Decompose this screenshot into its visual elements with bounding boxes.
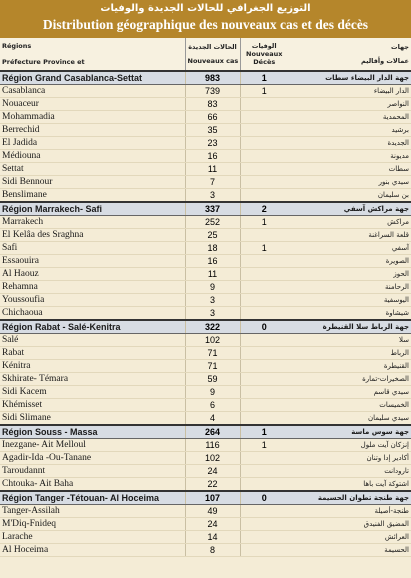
province-name-arabic: المحمدية bbox=[288, 111, 411, 124]
province-name-arabic: تارودانت bbox=[288, 465, 411, 478]
province-new-cases: 11 bbox=[185, 268, 240, 281]
province-row bbox=[0, 98, 411, 111]
province-name: Youssoufia bbox=[0, 294, 185, 307]
province-name-arabic: شيشاوة bbox=[288, 307, 411, 321]
province-row bbox=[0, 216, 411, 229]
province-name: Sidi Slimane bbox=[0, 412, 185, 426]
province-row bbox=[0, 544, 411, 557]
province-name: El Kelâa des Sraghna bbox=[0, 229, 185, 242]
region-new-deaths: 0 bbox=[240, 320, 288, 334]
region-row bbox=[0, 71, 411, 85]
region-name-arabic: جهة الرباط سلا القنيطرة bbox=[288, 320, 411, 334]
region-new-cases: 264 bbox=[185, 425, 240, 439]
province-name: Inezgane- Ait Melloul bbox=[0, 439, 185, 452]
province-new-deaths bbox=[240, 98, 288, 111]
province-new-deaths bbox=[240, 229, 288, 242]
province-row bbox=[0, 412, 411, 426]
province-name-arabic: مديونة bbox=[288, 150, 411, 163]
province-row bbox=[0, 518, 411, 531]
province-name: Sidi Bennour bbox=[0, 176, 185, 189]
province-name-arabic: أكادير إدا وتنان bbox=[288, 452, 411, 465]
province-new-deaths bbox=[240, 412, 288, 426]
province-new-cases: 71 bbox=[185, 360, 240, 373]
province-row bbox=[0, 465, 411, 478]
province-row bbox=[0, 124, 411, 137]
province-name-arabic: النواصر bbox=[288, 98, 411, 111]
province-new-cases: 739 bbox=[185, 85, 240, 98]
province-new-cases: 24 bbox=[185, 518, 240, 531]
province-name: Settat bbox=[0, 163, 185, 176]
region-row bbox=[0, 491, 411, 505]
province-new-deaths: 1 bbox=[240, 439, 288, 452]
province-name: Taroudannt bbox=[0, 465, 185, 478]
province-new-deaths bbox=[240, 386, 288, 399]
region-row bbox=[0, 320, 411, 334]
province-name-arabic: سيدي قاسم bbox=[288, 386, 411, 399]
province-new-cases: 24 bbox=[185, 465, 240, 478]
province-new-cases: 116 bbox=[185, 439, 240, 452]
province-name: Berrechid bbox=[0, 124, 185, 137]
province-name: Benslimane bbox=[0, 189, 185, 203]
province-row bbox=[0, 360, 411, 373]
province-new-cases: 49 bbox=[185, 505, 240, 518]
province-new-cases: 23 bbox=[185, 137, 240, 150]
province-name-arabic: اشتوكة آيت باها bbox=[288, 478, 411, 492]
province-new-deaths bbox=[240, 111, 288, 124]
province-new-cases: 16 bbox=[185, 255, 240, 268]
province-new-deaths bbox=[240, 518, 288, 531]
province-row bbox=[0, 150, 411, 163]
province-name-arabic: اليوسفية bbox=[288, 294, 411, 307]
province-name-arabic: إنزكان آيت ملول bbox=[288, 439, 411, 452]
province-row bbox=[0, 478, 411, 492]
province-new-deaths bbox=[240, 307, 288, 321]
province-row bbox=[0, 176, 411, 189]
province-new-deaths bbox=[240, 150, 288, 163]
province-new-deaths bbox=[240, 478, 288, 492]
province-name: El Jadida bbox=[0, 137, 185, 150]
province-new-deaths bbox=[240, 531, 288, 544]
province-row bbox=[0, 268, 411, 281]
province-new-cases: 35 bbox=[185, 124, 240, 137]
province-name: Khémisset bbox=[0, 399, 185, 412]
province-name-arabic: بن سليمان bbox=[288, 189, 411, 203]
province-new-cases: 9 bbox=[185, 281, 240, 294]
province-new-cases: 252 bbox=[185, 216, 240, 229]
province-name-arabic: مراكش bbox=[288, 216, 411, 229]
province-new-cases: 16 bbox=[185, 150, 240, 163]
province-new-cases: 18 bbox=[185, 242, 240, 255]
province-name: Skhirate- Témara bbox=[0, 373, 185, 386]
header-new-cases: الحالات الجديدة Nouveaux cas bbox=[185, 38, 240, 71]
province-name-arabic: الجديدة bbox=[288, 137, 411, 150]
province-name: Mohammadia bbox=[0, 111, 185, 124]
title-french: Distribution géographique des nouveaux cas et des décès bbox=[42, 17, 369, 32]
province-new-cases: 8 bbox=[185, 544, 240, 557]
province-new-deaths: 1 bbox=[240, 242, 288, 255]
province-new-deaths bbox=[240, 255, 288, 268]
province-name: Al Haouz bbox=[0, 268, 185, 281]
region-new-cases: 983 bbox=[185, 71, 240, 85]
province-name-arabic: آسفي bbox=[288, 242, 411, 255]
province-new-cases: 66 bbox=[185, 111, 240, 124]
province-name-arabic: سلا bbox=[288, 334, 411, 347]
province-new-deaths bbox=[240, 281, 288, 294]
province-new-deaths bbox=[240, 373, 288, 386]
distribution-table bbox=[0, 38, 411, 557]
province-row bbox=[0, 307, 411, 321]
province-row bbox=[0, 386, 411, 399]
province-new-deaths bbox=[240, 268, 288, 281]
province-name: Agadir-Ida -Ou-Tanane bbox=[0, 452, 185, 465]
province-name: Chtouka- Ait Baha bbox=[0, 478, 185, 492]
header-new-deaths: الوفيات Nouveaux Décès bbox=[240, 38, 288, 71]
province-name: Larache bbox=[0, 531, 185, 544]
province-name: Casablanca bbox=[0, 85, 185, 98]
header-region-arabic: جهات عمالات وأقاليم bbox=[288, 38, 411, 71]
province-name-arabic: العرائش bbox=[288, 531, 411, 544]
province-new-cases: 3 bbox=[185, 189, 240, 203]
province-new-deaths bbox=[240, 505, 288, 518]
province-row bbox=[0, 255, 411, 268]
region-new-cases: 337 bbox=[185, 202, 240, 216]
province-new-cases: 3 bbox=[185, 294, 240, 307]
province-name: Médiouna bbox=[0, 150, 185, 163]
province-name-arabic: القنيطرة bbox=[288, 360, 411, 373]
province-row bbox=[0, 439, 411, 452]
province-new-deaths: 1 bbox=[240, 85, 288, 98]
province-new-deaths bbox=[240, 163, 288, 176]
province-name-arabic: قلعة السراغنة bbox=[288, 229, 411, 242]
province-row bbox=[0, 163, 411, 176]
region-name-arabic: جهة طنجة تطوان الحسيمة bbox=[288, 491, 411, 505]
province-new-cases: 25 bbox=[185, 229, 240, 242]
province-name: M'Diq-Fnideq bbox=[0, 518, 185, 531]
province-name-arabic: الرباط bbox=[288, 347, 411, 360]
province-name: Kénitra bbox=[0, 360, 185, 373]
region-new-deaths: 1 bbox=[240, 71, 288, 85]
province-new-deaths bbox=[240, 137, 288, 150]
province-new-cases: 83 bbox=[185, 98, 240, 111]
province-name-arabic: الحوز bbox=[288, 268, 411, 281]
province-name-arabic: سطات bbox=[288, 163, 411, 176]
province-new-cases: 14 bbox=[185, 531, 240, 544]
province-name-arabic: الدار البيضاء bbox=[288, 85, 411, 98]
region-new-cases: 322 bbox=[185, 320, 240, 334]
province-name: Chichaoua bbox=[0, 307, 185, 321]
province-name-arabic: الرحامنة bbox=[288, 281, 411, 294]
province-row bbox=[0, 399, 411, 412]
region-new-deaths: 2 bbox=[240, 202, 288, 216]
province-new-deaths bbox=[240, 294, 288, 307]
province-new-deaths bbox=[240, 465, 288, 478]
province-new-deaths bbox=[240, 124, 288, 137]
region-name-arabic: جهة سوس ماسة bbox=[288, 425, 411, 439]
province-new-deaths bbox=[240, 176, 288, 189]
region-row bbox=[0, 202, 411, 216]
province-name: Al Hoceima bbox=[0, 544, 185, 557]
province-name-arabic: الصويرة bbox=[288, 255, 411, 268]
table-body bbox=[0, 71, 411, 557]
province-new-cases: 59 bbox=[185, 373, 240, 386]
province-name: Tanger-Assilah bbox=[0, 505, 185, 518]
province-name-arabic: الحسيمة bbox=[288, 544, 411, 557]
province-name-arabic: برشيد bbox=[288, 124, 411, 137]
province-name: Marrakech bbox=[0, 216, 185, 229]
province-row bbox=[0, 373, 411, 386]
province-new-deaths bbox=[240, 347, 288, 360]
province-new-cases: 102 bbox=[185, 334, 240, 347]
region-row bbox=[0, 425, 411, 439]
province-new-cases: 11 bbox=[185, 163, 240, 176]
province-new-cases: 22 bbox=[185, 478, 240, 492]
province-name: Nouaceur bbox=[0, 98, 185, 111]
province-new-deaths bbox=[240, 544, 288, 557]
province-name-arabic: الصخيرات-تمارة bbox=[288, 373, 411, 386]
region-name: Région Grand Casablanca-Settat bbox=[0, 71, 185, 85]
province-new-deaths bbox=[240, 189, 288, 203]
province-new-cases: 7 bbox=[185, 176, 240, 189]
province-name-arabic: المضيق الفنيدق bbox=[288, 518, 411, 531]
province-new-cases: 4 bbox=[185, 412, 240, 426]
province-new-deaths bbox=[240, 452, 288, 465]
region-new-cases: 107 bbox=[185, 491, 240, 505]
province-name: Rehamna bbox=[0, 281, 185, 294]
province-new-cases: 6 bbox=[185, 399, 240, 412]
province-row bbox=[0, 294, 411, 307]
province-row bbox=[0, 452, 411, 465]
region-name: Région Rabat - Salé-Kenitra bbox=[0, 320, 185, 334]
province-row bbox=[0, 505, 411, 518]
province-row bbox=[0, 334, 411, 347]
province-new-deaths bbox=[240, 334, 288, 347]
province-name: Sidi Kacem bbox=[0, 386, 185, 399]
province-name: Salé bbox=[0, 334, 185, 347]
province-new-cases: 71 bbox=[185, 347, 240, 360]
province-row bbox=[0, 85, 411, 98]
province-name: Safi bbox=[0, 242, 185, 255]
region-name: Région Tanger -Tétouan- Al Hoceima bbox=[0, 491, 185, 505]
province-row bbox=[0, 189, 411, 203]
province-row bbox=[0, 229, 411, 242]
province-name: Essaouira bbox=[0, 255, 185, 268]
province-new-deaths bbox=[240, 360, 288, 373]
province-name-arabic: طنجة-أصيلة bbox=[288, 505, 411, 518]
table-header-row bbox=[0, 38, 411, 71]
province-row bbox=[0, 111, 411, 124]
title-arabic: التوزيع الجغرافي للحالات الجديدة والوفيات bbox=[100, 3, 311, 14]
province-row bbox=[0, 281, 411, 294]
region-name: Région Souss - Massa bbox=[0, 425, 185, 439]
province-new-deaths bbox=[240, 399, 288, 412]
province-new-cases: 3 bbox=[185, 307, 240, 321]
province-row bbox=[0, 531, 411, 544]
province-row bbox=[0, 242, 411, 255]
province-row bbox=[0, 137, 411, 150]
region-name-arabic: جهة الدار البيضاء سطات bbox=[288, 71, 411, 85]
region-name: Région Marrakech- Safi bbox=[0, 202, 185, 216]
province-new-cases: 9 bbox=[185, 386, 240, 399]
region-name-arabic: جهة مراكش آسفي bbox=[288, 202, 411, 216]
region-new-deaths: 0 bbox=[240, 491, 288, 505]
region-new-deaths: 1 bbox=[240, 425, 288, 439]
province-new-deaths: 1 bbox=[240, 216, 288, 229]
header-region-province: Régions Préfecture Province et bbox=[0, 38, 185, 71]
province-name: Rabat bbox=[0, 347, 185, 360]
province-row bbox=[0, 347, 411, 360]
province-name-arabic: سيدي سليمان bbox=[288, 412, 411, 426]
province-new-cases: 102 bbox=[185, 452, 240, 465]
province-name-arabic: الخميسات bbox=[288, 399, 411, 412]
title-banner bbox=[0, 0, 411, 38]
province-name-arabic: سيدي بنور bbox=[288, 176, 411, 189]
